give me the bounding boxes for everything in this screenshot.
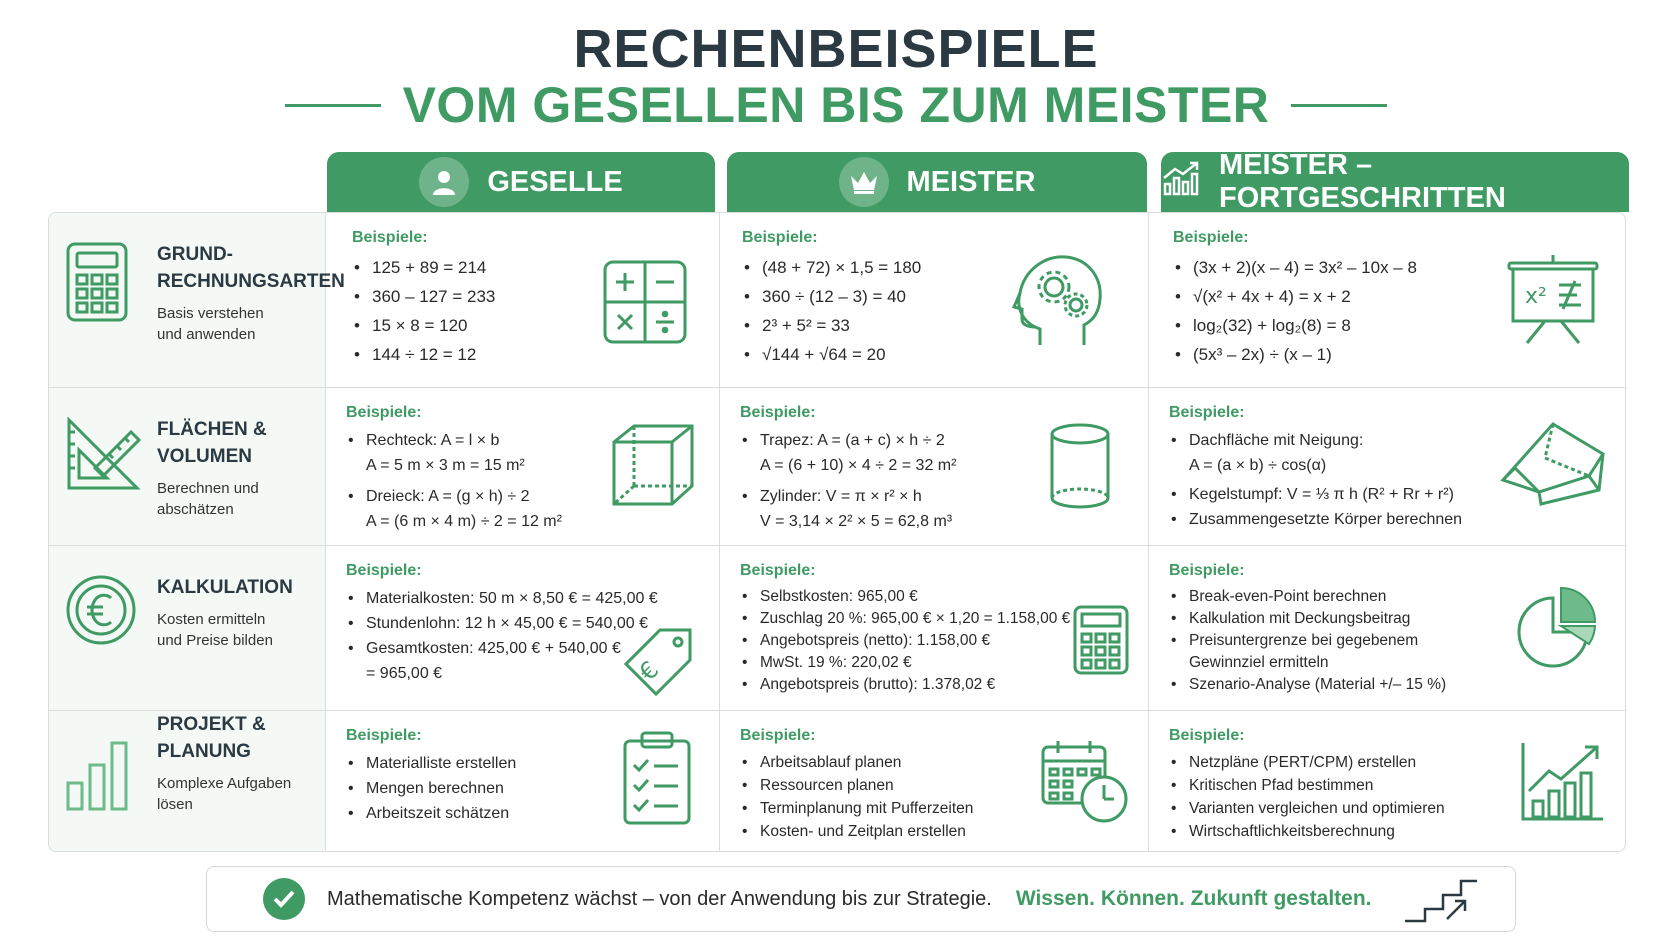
row-header-kalkulation: [49, 546, 326, 711]
example-item: • Rechteck: A = l × b A = 5 m × 3 m = 15 m²: [346, 428, 701, 478]
example-item: • Materialkosten: 50 m × 8,50 € = 425,00 €: [346, 586, 701, 611]
example-item: • Kosten- und Zeitplan erstellen: [740, 820, 1130, 843]
svg-text:€: €: [633, 655, 665, 687]
beispiele-label: Beispiele:: [346, 727, 422, 744]
footer-text: Mathematische Kompetenz wächst – von der Anwendung bis zur Strategie.: [327, 887, 992, 910]
example-item: • Angebotspreis (brutto): 1.378,02 €: [740, 674, 1130, 696]
cell-fortgeschritten-flaechen-volumen: [1149, 388, 1626, 546]
cell-meister-projekt-planung: [720, 711, 1149, 852]
cell-meister-flaechen-volumen: [720, 388, 1149, 546]
example-item: • Szenario-Analyse (Material +/– 15 %): [1169, 674, 1609, 696]
example-item: • Arbeitszeit schätzen: [346, 801, 701, 826]
row-title: PROJEKT & PLANUNG: [157, 714, 266, 762]
example-item: • 360 ÷ (12 – 3) = 40: [742, 282, 1130, 311]
example-item: • Kalkulation mit Deckungsbeitrag: [1169, 608, 1609, 630]
euro-coin-icon: [65, 574, 145, 651]
beispiele-label: Beispiele:: [1169, 562, 1245, 579]
beispiele-label: Beispiele:: [742, 229, 818, 246]
operators-icon: [602, 259, 688, 345]
example-item: • Zylinder: V = π × r² × h V = 3,14 × 2² × 5 = 62,8 m³: [740, 484, 1130, 534]
example-item: • Gesamtkosten: 425,00 € + 540,00 € = 965,00 €: [346, 636, 701, 686]
row-header-grundrechnungsarten: [49, 213, 345, 388]
cell-fortgeschritten-grundrechnungsarten: [1149, 213, 1626, 388]
example-item: • (48 + 72) × 1,5 = 180: [742, 253, 1130, 282]
beispiele-label: Beispiele:: [346, 562, 422, 579]
cell-meister-kalkulation: [720, 546, 1149, 711]
euro-tag-icon: [620, 624, 696, 700]
beispiele-label: Beispiele:: [1169, 727, 1245, 744]
examples-table: [48, 212, 1626, 852]
row-subtitle: Basis verstehen und anwenden: [157, 305, 264, 343]
example-item: • √(x² + 4x + 4) = x + 2: [1173, 282, 1609, 311]
head-gears-icon: [1010, 249, 1106, 349]
cell-geselle-grundrechnungsarten: [326, 213, 720, 388]
column-header-label: MEISTER: [906, 165, 1036, 198]
column-header-label: MEISTER – FORTGESCHRITTEN: [1219, 149, 1506, 214]
example-item: • √144 + √64 = 20: [742, 340, 1130, 369]
example-item: • Stundenlohn: 12 h × 45,00 € = 540,00 €: [346, 611, 701, 636]
cell-geselle-projekt-planung: [326, 711, 720, 852]
beispiele-label: Beispiele:: [740, 727, 816, 744]
row-subtitle: Kosten ermitteln und Preise bilden: [157, 611, 273, 649]
row-title: FLÄCHEN & VOLUMEN: [157, 419, 267, 467]
column-header-meister: [727, 152, 1147, 212]
beispiele-label: Beispiele:: [352, 229, 428, 246]
example-item: • (5x³ – 2x) ÷ (x – 1): [1173, 340, 1609, 369]
clipboard-checklist-icon: [622, 729, 692, 825]
example-item: • 144 ÷ 12 = 12: [352, 340, 701, 369]
example-item: • Varianten vergleichen und optimieren: [1169, 797, 1609, 820]
page-subtitle: VOM GESELLEN BIS ZUM MEISTER: [402, 77, 1270, 133]
row-header-projekt-planung: [49, 711, 326, 852]
cube-icon: [610, 422, 696, 508]
pie-chart-icon: [1515, 584, 1599, 668]
user-icon: [419, 157, 469, 207]
page-title: RECHENBEISPIELE: [573, 19, 1099, 79]
svg-text:x²: x²: [1525, 284, 1547, 309]
example-item: • Zusammengesetzte Körper berechnen: [1169, 507, 1609, 532]
example-item: • Angebotspreis (netto): 1.158,00 €: [740, 630, 1130, 652]
footer-banner: [206, 866, 1516, 932]
column-header-geselle: [327, 152, 715, 212]
example-item: • Selbstkosten: 965,00 €: [740, 586, 1130, 608]
row-subtitle: Berechnen und abschätzen: [157, 480, 259, 518]
example-item: • Trapez: A = (a + c) × h ÷ 2 A = (6 + 10) × 4 ÷ 2 = 32 m²: [740, 428, 1130, 478]
cell-meister-grundrechnungsarten: [720, 213, 1149, 388]
crown-icon: [839, 157, 889, 207]
beispiele-label: Beispiele:: [1173, 229, 1249, 246]
cell-geselle-kalkulation: [326, 546, 720, 711]
stairs-arrow-icon: [1403, 877, 1479, 928]
footer-slogan: Wissen. Können. Zukunft gestalten.: [1015, 887, 1372, 910]
example-item: • 2³ + 5² = 33: [742, 311, 1130, 340]
beispiele-label: Beispiele:: [1169, 404, 1245, 421]
beispiele-label: Beispiele:: [740, 562, 816, 579]
example-item: • Netzpläne (PERT/CPM) erstellen: [1169, 751, 1609, 774]
example-item: • Mengen berechnen: [346, 776, 701, 801]
example-item: • Materialliste erstellen: [346, 751, 701, 776]
ruler-triangle-icon: [65, 416, 145, 497]
subtitle-row: [0, 76, 1672, 134]
subtitle-right-line: [1291, 104, 1387, 107]
column-header-label: GESELLE: [487, 165, 623, 198]
row-title: GRUND- RECHNUNGSARTEN: [157, 244, 345, 292]
cell-geselle-flaechen-volumen: [326, 388, 720, 546]
example-item: • Dreieck: A = (g × h) ÷ 2 A = (6 m × 4 m) ÷ 2 = 12 m²: [346, 484, 701, 534]
example-item: • Dachfläche mit Neigung: A = (a × b) ÷ cos(α): [1169, 428, 1609, 478]
calculator-icon: [1072, 604, 1130, 676]
calendar-clock-icon: [1040, 739, 1130, 825]
example-item: • Arbeitsablauf planen: [740, 751, 1130, 774]
example-item: • Kegelstumpf: V = ⅓ π h (R² + Rr + r²): [1169, 482, 1609, 507]
example-item: • Zuschlag 20 %: 965,00 € × 1,20 = 1.158,00 €: [740, 608, 1130, 630]
whiteboard-icon: [1505, 253, 1601, 345]
rising-chart-icon: [1519, 739, 1605, 823]
example-item: • 15 × 8 = 120: [352, 311, 701, 340]
beispiele-label: Beispiele:: [346, 404, 422, 421]
example-item: • 125 + 89 = 214: [352, 253, 701, 282]
cell-fortgeschritten-kalkulation: [1149, 546, 1626, 711]
roof-icon: [1499, 418, 1609, 508]
example-item: • MwSt. 19 %: 220,02 €: [740, 652, 1130, 674]
growth-chart-icon: [1161, 160, 1201, 204]
example-item: • Terminplanung mit Pufferzeiten: [740, 797, 1130, 820]
column-header-meister-fortgeschritten: [1161, 149, 1629, 214]
example-item: • (3x + 2)(x – 4) = 3x² – 10x – 8: [1173, 253, 1609, 282]
calculator-icon: [65, 241, 145, 328]
beispiele-label: Beispiele:: [740, 404, 816, 421]
example-item: • log₂(32) + log₂(8) = 8: [1173, 311, 1609, 340]
row-header-flaechen-volumen: [49, 388, 326, 546]
subtitle-left-line: [285, 104, 381, 107]
row-title: KALKULATION: [157, 577, 293, 598]
cell-fortgeschritten-projekt-planung: [1149, 711, 1626, 852]
example-item: • Kritischen Pfad bestimmen: [1169, 774, 1609, 797]
example-item: • Break-even-Point berechnen: [1169, 586, 1609, 608]
example-item: • 360 – 127 = 233: [352, 282, 701, 311]
example-item: • Wirtschaftlichkeitsberechnung: [1169, 820, 1609, 843]
bar-chart-icon: [65, 739, 145, 816]
check-circle-icon: [263, 878, 305, 920]
example-item: • Preisuntergrenze bei gegebenem Gewinnziel ermitteln: [1169, 630, 1609, 674]
cylinder-icon: [1048, 422, 1112, 510]
row-subtitle: Komplexe Aufgaben lösen: [157, 775, 292, 813]
example-item: • Ressourcen planen: [740, 774, 1130, 797]
